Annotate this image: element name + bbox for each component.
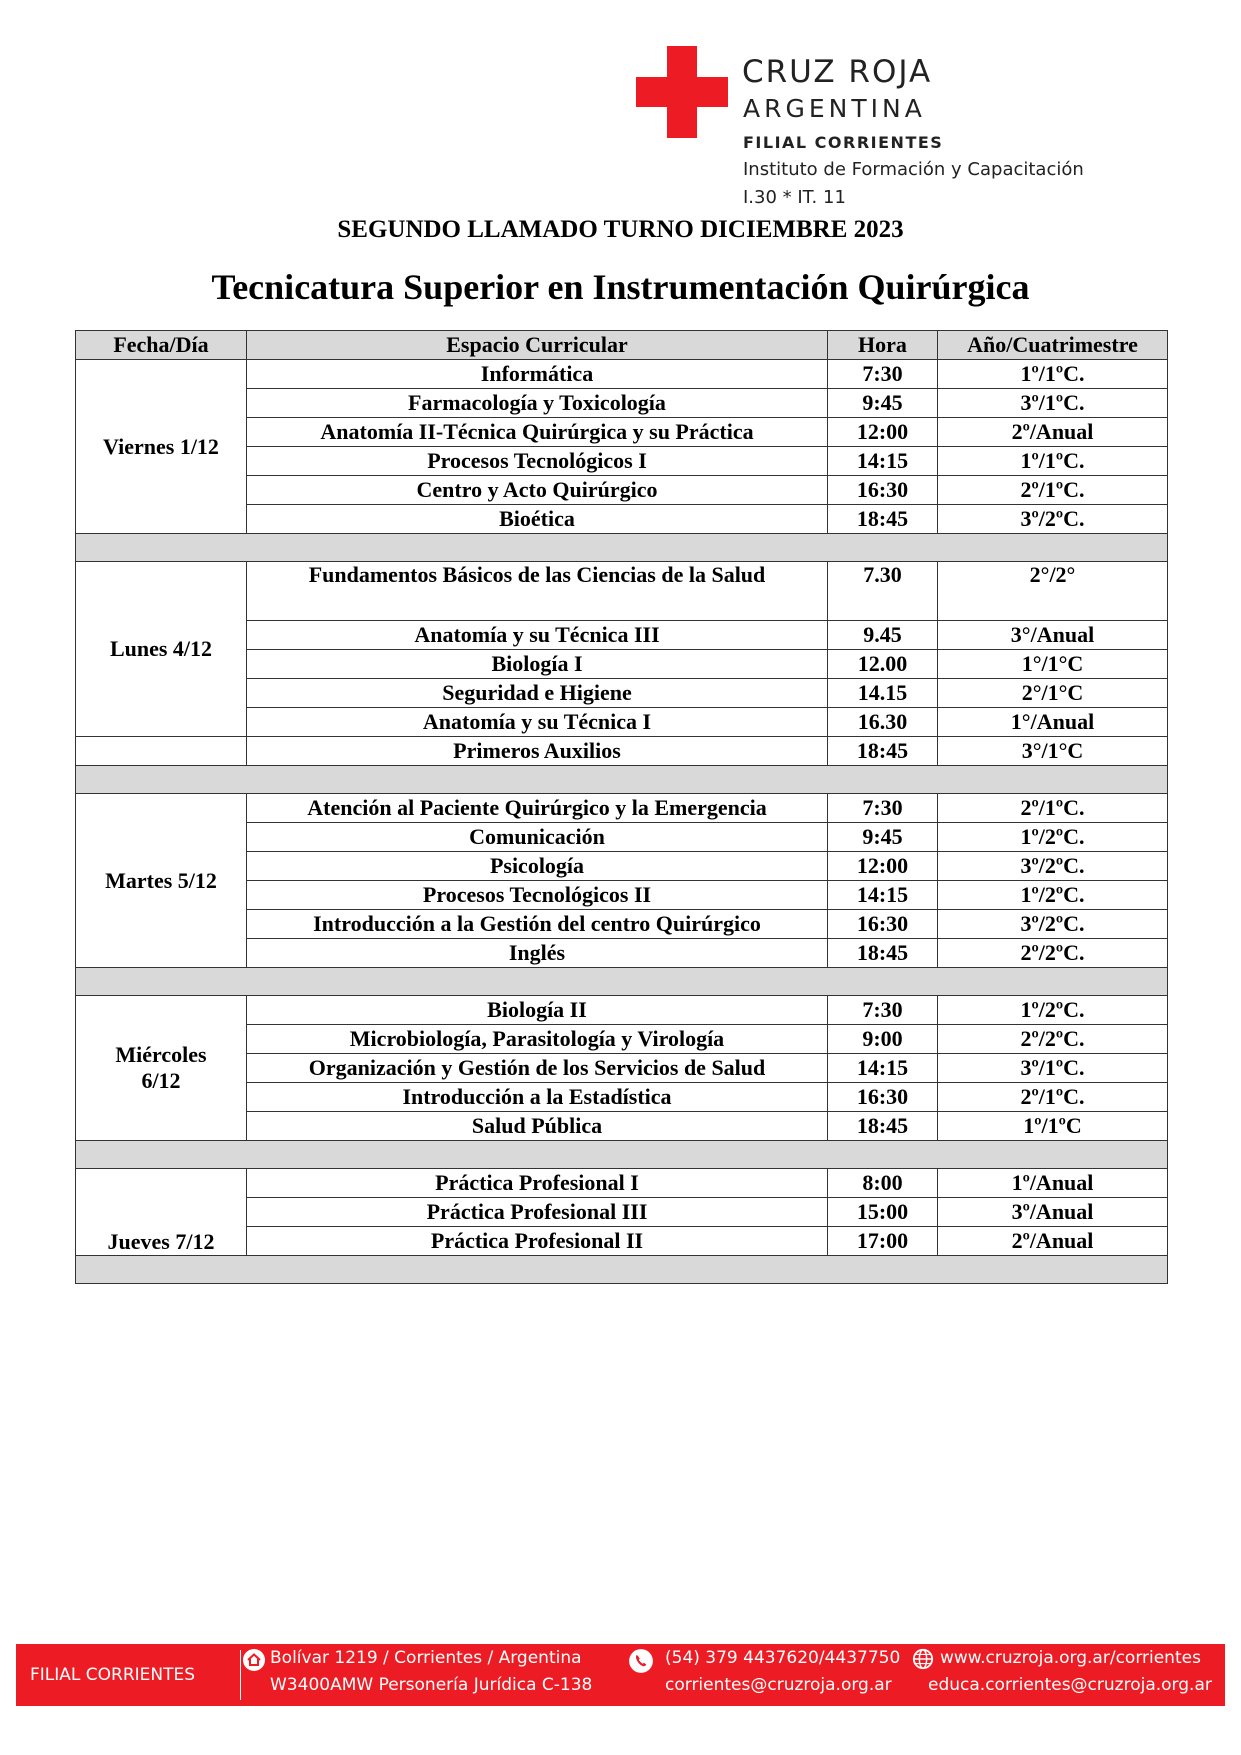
time-cell: 9:45: [828, 389, 938, 418]
time-cell: 12:00: [828, 418, 938, 447]
subject-cell: Bioética: [247, 505, 828, 534]
term-cell: 2°/1°C: [938, 679, 1168, 708]
subject-cell: Centro y Acto Quirúrgico: [247, 476, 828, 505]
term-cell: 1º/1ºC.: [938, 447, 1168, 476]
day-cell: Jueves 7/12: [76, 1169, 247, 1256]
term-cell: 2º/2ºC.: [938, 1025, 1168, 1054]
cruz-roja-logo: [636, 46, 1116, 216]
time-cell: 18:45: [828, 939, 938, 968]
term-cell: 2º/1ºC.: [938, 1083, 1168, 1112]
separator-row: [76, 766, 1168, 794]
day-cell: Viernes 1/12: [76, 360, 247, 534]
subject-cell: Introducción a la Gestión del centro Quirúrgico: [247, 910, 828, 939]
institute-code: I.30 * IT. 11: [743, 187, 846, 208]
home-icon: [242, 1648, 266, 1676]
time-cell: 8:00: [828, 1169, 938, 1198]
footer-branch-label: FILIAL CORRIENTES: [30, 1665, 196, 1685]
term-cell: 3°/1°C: [938, 737, 1168, 766]
time-cell: 18:45: [828, 1112, 938, 1141]
table-row: [76, 794, 1168, 823]
subject-cell: Farmacología y Toxicología: [247, 389, 828, 418]
day-date: 6/12: [141, 1068, 181, 1093]
org-branch: FILIAL CORRIENTES: [743, 133, 944, 152]
footer-divider: [240, 1650, 241, 1700]
time-cell: 7:30: [828, 794, 938, 823]
subject-cell: Primeros Auxilios: [247, 737, 828, 766]
term-cell: 1º/2ºC.: [938, 996, 1168, 1025]
time-cell: 16:30: [828, 910, 938, 939]
subject-cell: Organización y Gestión de los Servicios de Salud: [247, 1054, 828, 1083]
term-cell: 1º/Anual: [938, 1169, 1168, 1198]
subject-cell: Biología I: [247, 650, 828, 679]
subject-cell: Comunicación: [247, 823, 828, 852]
subject-cell: Anatomía y su Técnica III: [247, 621, 828, 650]
term-cell: 1º/1ºC.: [938, 360, 1168, 389]
header-date: Fecha/Día: [76, 331, 247, 360]
subject-cell: Microbiología, Parasitología y Virología: [247, 1025, 828, 1054]
time-cell: 14:15: [828, 1054, 938, 1083]
footer-address-line1: Bolívar 1219 / Corrientes / Argentina: [270, 1648, 582, 1668]
subject-cell: Biología II: [247, 996, 828, 1025]
term-cell: 3º/Anual: [938, 1198, 1168, 1227]
term-cell: 2º/1ºC.: [938, 476, 1168, 505]
separator-row: [76, 1256, 1168, 1284]
table-row: [76, 562, 1168, 621]
subject-cell: Práctica Profesional II: [247, 1227, 828, 1256]
subject-cell: Anatomía y su Técnica I: [247, 708, 828, 737]
org-name-line1: CRUZ ROJA: [742, 54, 933, 90]
footer-address-line2: W3400AMW Personería Jurídica C-138: [270, 1675, 593, 1695]
subject-cell: Fundamentos Básicos de las Ciencias de la Salud: [247, 562, 828, 621]
time-cell: 14:15: [828, 881, 938, 910]
time-cell: 12:00: [828, 852, 938, 881]
separator-row: [76, 1141, 1168, 1169]
footer-bar: [16, 1644, 1225, 1706]
empty-day-cell: [76, 737, 247, 766]
time-cell: 9:45: [828, 823, 938, 852]
subject-cell: Procesos Tecnológicos II: [247, 881, 828, 910]
footer-website[interactable]: www.cruzroja.org.ar/corrientes: [940, 1648, 1201, 1668]
table-row: [76, 360, 1168, 389]
time-cell: 15:00: [828, 1198, 938, 1227]
header-term: Año/Cuatrimestre: [938, 331, 1168, 360]
subject-cell: Procesos Tecnológicos I: [247, 447, 828, 476]
term-cell: 2º/Anual: [938, 1227, 1168, 1256]
time-cell: 9:00: [828, 1025, 938, 1054]
table-row: [76, 1169, 1168, 1198]
subject-cell: Salud Pública: [247, 1112, 828, 1141]
term-cell: 2°/2°: [938, 562, 1168, 621]
term-cell: 2º/2ºC.: [938, 939, 1168, 968]
table-row: [76, 996, 1168, 1025]
term-cell: 1°/1°C: [938, 650, 1168, 679]
subject-cell: Atención al Paciente Quirúrgico y la Emergencia: [247, 794, 828, 823]
subject-cell: Psicología: [247, 852, 828, 881]
term-cell: 1°/Anual: [938, 708, 1168, 737]
time-cell: 7.30: [828, 562, 938, 621]
header-subject: Espacio Curricular: [247, 331, 828, 360]
term-cell: 3º/2ºC.: [938, 852, 1168, 881]
subject-cell: Práctica Profesional III: [247, 1198, 828, 1227]
term-cell: 3°/Anual: [938, 621, 1168, 650]
term-cell: 2º/Anual: [938, 418, 1168, 447]
time-cell: 7:30: [828, 360, 938, 389]
term-cell: 1º/2ºC.: [938, 881, 1168, 910]
globe-icon: [912, 1648, 934, 1674]
subject-cell: Informática: [247, 360, 828, 389]
table-header-row: [76, 331, 1168, 360]
time-cell: 16:30: [828, 1083, 938, 1112]
career-title: Tecnicatura Superior en Instrumentación Quirúrgica: [211, 267, 1030, 307]
separator-row: [76, 534, 1168, 562]
subject-cell: Introducción a la Estadística: [247, 1083, 828, 1112]
time-cell: 9.45: [828, 621, 938, 650]
call-title: SEGUNDO LLAMADO TURNO DICIEMBRE 2023: [337, 216, 904, 243]
time-cell: 16:30: [828, 476, 938, 505]
subject-cell: Seguridad e Higiene: [247, 679, 828, 708]
time-cell: 17:00: [828, 1227, 938, 1256]
time-cell: 7:30: [828, 996, 938, 1025]
subject-cell: Anatomía II-Técnica Quirúrgica y su Práctica: [247, 418, 828, 447]
footer-email-1[interactable]: corrientes@cruzroja.org.ar: [665, 1675, 892, 1695]
exam-schedule-table: [75, 330, 1168, 1284]
time-cell: 12.00: [828, 650, 938, 679]
subject-cell: Práctica Profesional I: [247, 1169, 828, 1198]
phone-icon: [628, 1648, 654, 1678]
footer-phone: (54) 379 4437620/4437750: [665, 1648, 901, 1668]
term-cell: 1º/2ºC.: [938, 823, 1168, 852]
day-cell: Lunes 4/12: [76, 562, 247, 737]
time-cell: 18:45: [828, 737, 938, 766]
time-cell: 18:45: [828, 505, 938, 534]
time-cell: 16.30: [828, 708, 938, 737]
red-cross-icon: [636, 46, 728, 138]
term-cell: 3º/2ºC.: [938, 910, 1168, 939]
term-cell: 3º/1ºC.: [938, 1054, 1168, 1083]
table-row: [76, 737, 1168, 766]
header-time: Hora: [828, 331, 938, 360]
term-cell: 3º/2ºC.: [938, 505, 1168, 534]
day-cell: [76, 996, 247, 1141]
time-cell: 14:15: [828, 447, 938, 476]
day-cell: Martes 5/12: [76, 794, 247, 968]
subject-cell: Inglés: [247, 939, 828, 968]
footer-email-2[interactable]: educa.corrientes@cruzroja.org.ar: [928, 1675, 1212, 1695]
institute-name: Instituto de Formación y Capacitación: [743, 159, 1084, 180]
separator-row: [76, 968, 1168, 996]
day-name: Miércoles: [115, 1042, 207, 1067]
time-cell: 14.15: [828, 679, 938, 708]
term-cell: 2º/1ºC.: [938, 794, 1168, 823]
term-cell: 1º/1ºC: [938, 1112, 1168, 1141]
org-name-line2: ARGENTINA: [743, 94, 926, 123]
term-cell: 3º/1ºC.: [938, 389, 1168, 418]
